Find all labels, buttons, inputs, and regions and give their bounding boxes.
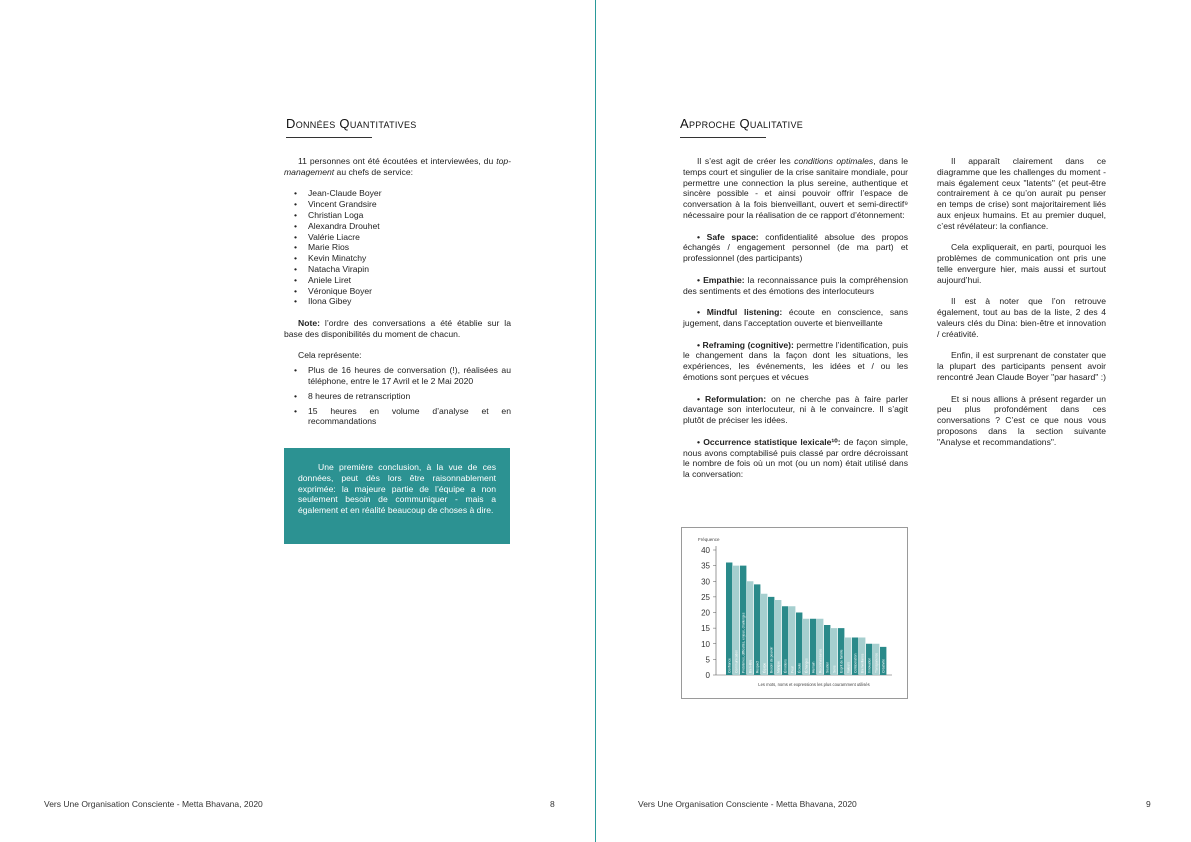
- x-axis-label: Les mots, noms et expressions les plus couramment utilisés: [758, 682, 870, 687]
- section-title-quantitative: Données Quantitatives: [286, 116, 417, 131]
- list-item: • Plus de 16 heures de conversation (!), réalisées au téléphone, entre le 17 Avril et le 2 Mai 2020: [284, 365, 511, 387]
- y-tick-label: 40: [701, 546, 710, 555]
- list-item: • Natacha Virapin: [284, 264, 511, 275]
- y-tick-label: 5: [705, 655, 710, 665]
- bar-category-label: Reconnaissance: [818, 648, 823, 673]
- approach-item: • Safe space: confidentialité absolue des propos échangés / engagement personnel (de ma part) et professionnel (des participants): [683, 231, 909, 264]
- bar-category-label: Émotions: [783, 659, 788, 673]
- chart-bar: [726, 563, 732, 676]
- approach-item: • Occurrence statistique lexicale¹⁰: de façon simple, nous avons comptabilisé puis classé par ordre décroissant le nombre de fois où un mot (ou un nom) était utilisé dans la conversation:: [683, 436, 908, 480]
- page-spine-divider: [595, 0, 596, 842]
- approach-intro: Il s’est agit de créer les conditions optimales, dans le temps court et singulier de la crise sanitaire mondiale, pour permettre une connection la plus sereine, authentique et sincère possible - et ainsi pouvoir offrir l’espace de conversation à la fois bienveillant, ouvert et semi-directif⁹ nécessaire pour la réalisation de ce rapport d’étonnement:: [683, 156, 908, 220]
- bar-category-label: Communication: [734, 650, 739, 673]
- analysis-paragraph: Enfin, il est surprenant de constater que la plupart des participants pensent avoir rencontré Jean Claude Boyer "par hasard" :): [937, 350, 1106, 382]
- y-tick-label: 35: [701, 561, 710, 571]
- bar-category-label: Besoin de pouvoir: [769, 646, 774, 673]
- word-frequency-chart: [681, 527, 908, 699]
- bar-category-label: Transparence: [874, 652, 879, 673]
- y-tick-label: 15: [701, 624, 710, 634]
- analysis-paragraph: Cela expliquerait, en parti, pourquoi les problèmes de communication ont pris une telle envergure hier, mais aussi et surtout aujourd’hui.: [937, 242, 1106, 285]
- list-item: • Kevin Minatchy: [284, 253, 511, 264]
- bar-category-label: Écoute: [797, 662, 802, 673]
- y-tick-label: 30: [701, 577, 710, 587]
- y-tick-label: 20: [701, 608, 710, 618]
- represents-label: Cela représente:: [298, 350, 362, 361]
- list-item: • Aniele Liret: [284, 275, 511, 286]
- bar-category-label: Soutien: [825, 661, 830, 673]
- intro-paragraph: 11 personnes ont été écoutées et interviewées, du top-management au chefs de service:: [284, 156, 511, 177]
- bar-category-label: Créativité: [881, 659, 886, 673]
- y-tick-label: 25: [701, 592, 710, 602]
- list-item: • Jean-Claude Boyer: [284, 188, 511, 199]
- analysis-paragraph: Et si nous allions à présent regarder un peu plus profondément dans ces conversations ? C’est ce que nous vous proposons dans la section suivante "Analyse et recommandations".: [937, 393, 1106, 447]
- stats-list: [284, 365, 511, 427]
- bar-category-label: Manque: [776, 661, 781, 673]
- bar-category-label: Sens: [832, 665, 837, 673]
- section-title-qualitative: Approche Qualitative: [680, 116, 804, 131]
- y-tick-label: 0: [705, 671, 710, 680]
- title-underline: [286, 137, 372, 138]
- page-number-left: 8: [550, 799, 555, 809]
- footer-left-text: Vers Une Organisation Consciente - Metta Bhavana, 2020: [44, 799, 263, 809]
- analysis-paragraph: Il est à noter que l’on retrouve également, tout au bas de la liste, 2 des 4 valeurs clés du Dina: bien-être et innovation / créativité.: [937, 296, 1106, 339]
- bar-category-label: Échanges: [804, 658, 809, 673]
- bar-category-label: Équipe: [762, 662, 767, 673]
- bar-category-label: Valeurs: [846, 662, 851, 673]
- list-item: • Marie Rios: [284, 242, 511, 253]
- right-text-column-2: [937, 156, 1106, 448]
- conclusion-callout: [284, 448, 510, 544]
- note-paragraph: Note: l’ordre des conversations a été établie sur la base des disponibilités du moment de chacun.: [284, 317, 511, 339]
- analysis-paragraph: Il apparaît clairement dans ce diagramme que les challenges du moment - mais également ceux "latents" (et peut-être contrairement à ce qu’on aurait pu penser en temps de crise) sont majoritairement liés aux enjeux humains. Et au premier duquel, c’est révélateur: la confiance.: [937, 156, 1106, 231]
- chart-canvas: [682, 528, 909, 700]
- approach-item: • Reformulation: on ne cherche pas à faire parler davantage son interlocuteur, ni à le convaincre. Il s’agit plutôt de préciser les idées.: [683, 393, 908, 426]
- list-item: • Ilona Gibey: [284, 296, 511, 307]
- title-underline: [680, 137, 766, 138]
- list-item: • 15 heures en volume d’analyse et en recommandations: [284, 406, 511, 428]
- list-item: • 8 heures de retranscription: [284, 391, 511, 402]
- bar-category-label: Problèmes, difficultés, enjeux, challenges: [741, 612, 746, 673]
- bar-category-label: Confiance: [727, 658, 732, 673]
- right-text-column-1: [683, 156, 908, 480]
- approach-item: • Empathie: la reconnaissance puis la compréhension des sentiments et des émotions des interlocuteurs: [683, 274, 908, 296]
- bar-category-label: Collaboration: [853, 653, 858, 673]
- y-axis-label: Fréquence: [698, 537, 720, 542]
- approach-item: • Mindful listening: écoute en conscience, sans jugement, dans l’acceptation ouverte et bienveillante: [683, 307, 908, 328]
- bar-category-label: Bienveillance: [860, 653, 865, 673]
- footer-right-text: Vers Une Organisation Consciente - Metta Bhavana, 2020: [638, 799, 857, 809]
- chart-bar: [789, 606, 795, 675]
- approach-item: • Reframing (cognitive): permettre l’identification, puis le changement dans la façon dont les situations, les expériences, les événements, les idées et / ou les émotions sont perçues et vécues: [683, 339, 909, 382]
- bar-category-label: Innovation: [867, 657, 872, 673]
- left-text-column: [284, 156, 511, 427]
- list-item: • Christian Loga: [284, 210, 511, 221]
- callout-text: Une première conclusion, à la vue de ces données, peut dès lors être raisonnablement exprimée: la majeure partie de l’équipe a non seulement besoin de communiquer - mais a également et en réalité beaucoup de choses à dire.: [298, 462, 496, 516]
- bar-category-label: Humain: [811, 661, 816, 673]
- page-number-right: 9: [1146, 799, 1151, 809]
- list-item: • Alexandra Drouhet: [284, 221, 511, 232]
- bar-category-label: Bien-être: [748, 659, 753, 673]
- bar-category-label: Esprit de famille: [839, 649, 844, 673]
- participants-list: [284, 188, 511, 307]
- list-item: • Valérie Liacre: [284, 232, 511, 243]
- y-tick-label: 10: [701, 639, 710, 649]
- list-item: • Vincent Grandsire: [284, 199, 511, 210]
- bar-category-label: Peur: [790, 666, 795, 673]
- bar-category-label: Respect: [755, 660, 760, 673]
- list-item: • Véronique Boyer: [284, 286, 511, 297]
